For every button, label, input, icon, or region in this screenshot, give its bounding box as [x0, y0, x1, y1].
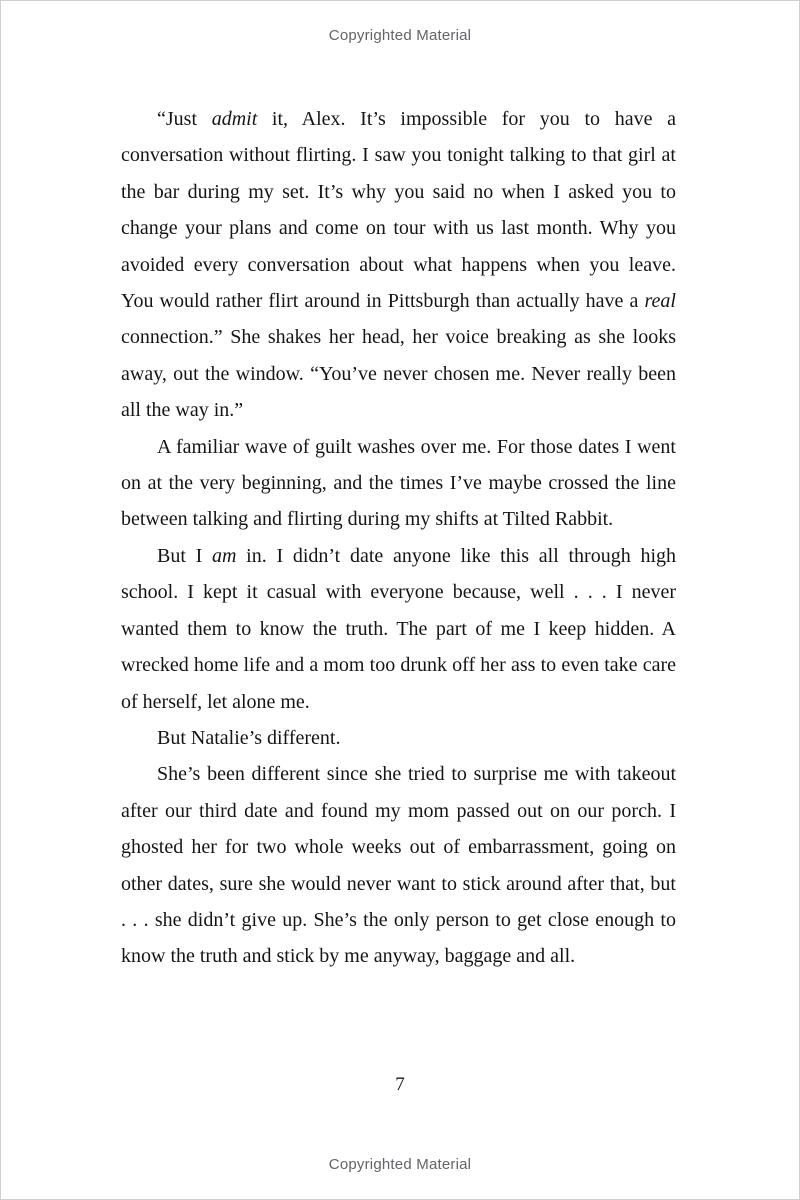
italic-text-segment: real — [644, 290, 676, 313]
text-segment: But Natalie’s different. — [157, 726, 341, 749]
text-segment: “Just — [157, 108, 212, 130]
copyright-notice-bottom: Copyrighted Material — [328, 1156, 472, 1173]
italic-text-segment: am — [212, 544, 237, 567]
book-text — [121, 101, 676, 975]
paragraph — [121, 720, 676, 756]
paragraph — [121, 756, 676, 974]
paragraph — [121, 101, 676, 429]
page-number: 7 — [395, 1074, 405, 1095]
text-segment: connection.” She shakes her head, her voice breaking as she looks away, out the window. “You’ve never chosen me. Never really been all the way in.” — [121, 326, 676, 422]
text-segment: in. I didn’t date anyone like this all through high school. I kept it casual with everyone because, well . . . I never wanted them to know the truth. The part of me I keep hidden. A wrecked home life and a mom too drunk off her ass to even take care of herself, let alone me. — [121, 544, 676, 713]
paragraph — [121, 429, 676, 538]
text-segment: She’s been different since she tried to surprise me with takeout after our third date and found my mom passed out on our porch. I ghosted her for two whole weeks out of embarrassment, going on other dates, sure she would never want to stick around after that, but . . . she didn’t give up. She’s the only person to get close enough to know the truth and stick by me anyway, baggage and all. — [121, 763, 676, 968]
text-segment: it, Alex. It’s impossible for you to have a conversation without flirting. I saw you tonight talking to that girl at the bar during my set. It’s why you said no when I asked you to change your plans and come on tour with us last month. Why you avoided every conversation about what happens when you leave. You would rather flirt around in Pittsburgh than actually have a — [121, 108, 677, 313]
copyright-notice-top: Copyrighted Material — [328, 27, 472, 44]
italic-text-segment: admit — [211, 108, 258, 130]
text-segment: A familiar wave of guilt washes over me. For those dates I went on at the very beginning, and the times I’ve maybe crossed the line between talking and flirting during my shifts at Tilted Rabbit. — [121, 435, 676, 531]
text-segment: But I — [157, 544, 212, 567]
paragraph — [121, 538, 676, 720]
